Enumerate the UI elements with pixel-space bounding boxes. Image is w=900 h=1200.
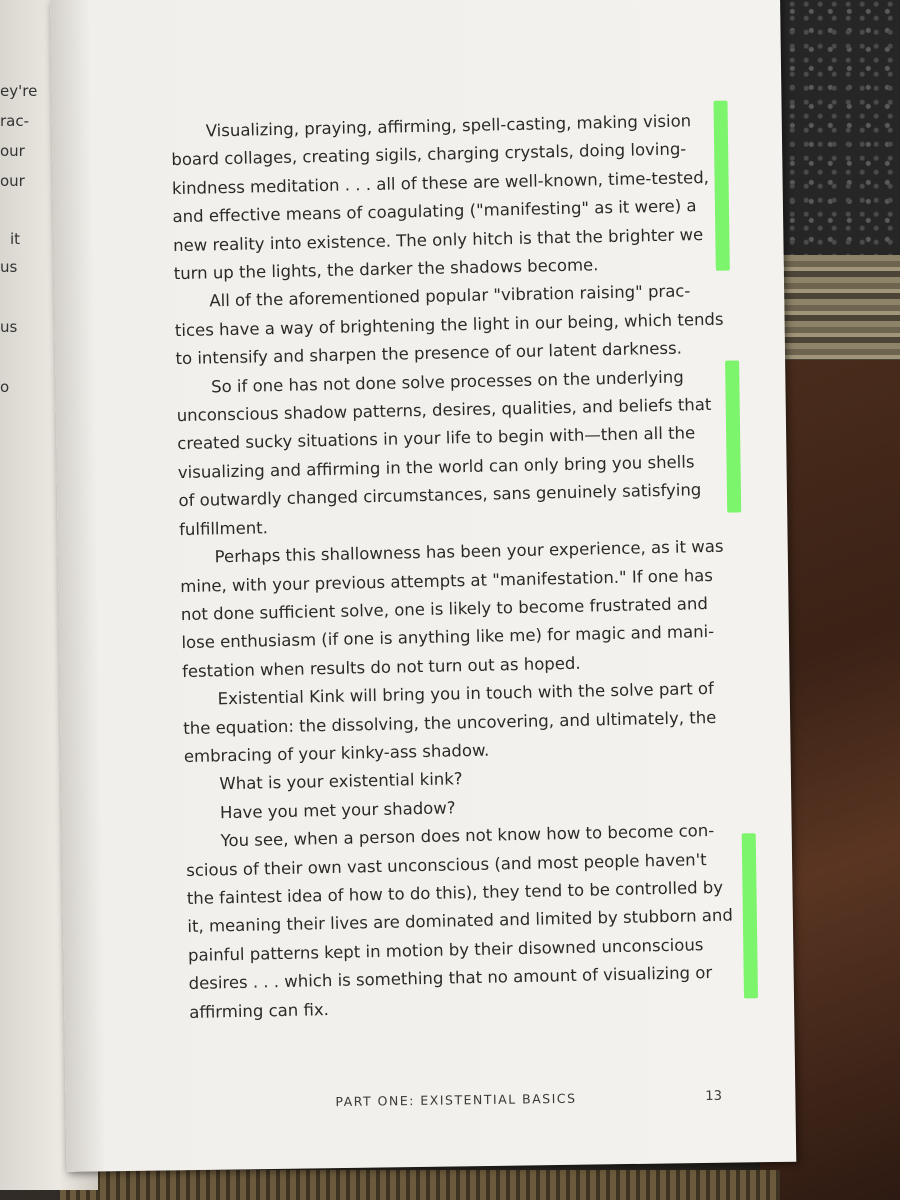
text-line: Visualizing, praying, affirming, spell-casting, making vision bbox=[205, 111, 692, 141]
left-page-fragment: ey're bbox=[0, 82, 38, 100]
text-line: of outwardly changed circumstances, sans genuinely satisfying bbox=[178, 480, 702, 511]
text-line: to intensify and sharpen the presence of our latent darkness. bbox=[175, 338, 683, 369]
left-page-fragment: us bbox=[0, 318, 18, 336]
text-line: What is your existential kink? bbox=[219, 769, 463, 794]
highlighter-mark bbox=[713, 101, 729, 271]
left-page-fragment: o bbox=[0, 378, 10, 396]
text-line: affirming can fix. bbox=[189, 999, 330, 1022]
text-line: festation when results do not turn out as hoped. bbox=[181, 653, 581, 681]
text-line: the equation: the dissolving, the uncovering, and ultimately, the bbox=[183, 707, 717, 738]
text-line: All of the aforementioned popular "vibration raising" prac- bbox=[209, 281, 691, 311]
text-line: mine, with your previous attempts at "manifestation." If one has bbox=[180, 565, 714, 596]
text-line: painful patterns kept in motion by their disowned unconscious bbox=[187, 934, 704, 965]
text-line: board collages, creating sigils, charging crystals, doing loving- bbox=[171, 139, 687, 170]
text-line: tices have a way of brightening the light in our being, which tends bbox=[174, 309, 724, 340]
body-text bbox=[170, 107, 734, 1027]
text-line: You see, when a person does not know how to become con- bbox=[220, 821, 715, 851]
text-line: turn up the lights, the darker the shadows become. bbox=[173, 255, 599, 284]
text-line: Have you met your shadow? bbox=[219, 798, 456, 823]
text-line: desires . . . which is something that no amount of visualizing or bbox=[188, 963, 713, 994]
page-number: 13 bbox=[705, 1088, 723, 1104]
text-line: Perhaps this shallowness has been your experience, as it was bbox=[214, 536, 724, 567]
left-page-fragment: our bbox=[0, 142, 25, 160]
text-line: scious of their own vast unconscious (and most people haven't bbox=[186, 849, 707, 880]
highlighter-mark bbox=[725, 360, 741, 512]
text-line: Existential Kink will bring you in touch with the solve part of bbox=[217, 679, 715, 709]
highlighter-mark bbox=[742, 833, 758, 998]
text-line: kindness meditation . . . all of these are well-known, time-tested, bbox=[171, 167, 710, 198]
text-line: new reality into existence. The only hitch is that the brighter we bbox=[172, 224, 704, 255]
text-line: created sucky situations in your life to begin with—then all the bbox=[177, 423, 696, 454]
text-line: So if one has not done solve processes on the underlying bbox=[210, 367, 684, 397]
text-line: fulfillment. bbox=[178, 517, 269, 539]
text-line: embracing of your kinky-ass shadow. bbox=[183, 740, 490, 766]
woven-mat bbox=[60, 1170, 780, 1200]
text-line: unconscious shadow patterns, desires, qualities, and beliefs that bbox=[176, 394, 712, 426]
text-line: not done sufficient solve, one is likely to become frustrated and bbox=[180, 593, 709, 624]
left-page-fragment: us bbox=[0, 258, 18, 276]
left-page-fragment: rac- bbox=[0, 112, 30, 130]
text-line: it, meaning their lives are dominated and limited by stubborn and bbox=[187, 905, 734, 937]
left-page-fragment: our bbox=[0, 172, 25, 190]
left-page-fragment: it bbox=[10, 230, 21, 248]
running-head: PART ONE: EXISTENTIAL BASICS bbox=[335, 1090, 577, 1110]
text-line: lose enthusiasm (if one is anything like me) for magic and mani- bbox=[181, 622, 715, 653]
text-line: visualizing and affirming in the world can only bring you shells bbox=[177, 452, 695, 482]
book-page bbox=[50, 0, 796, 1172]
text-line: and effective means of coagulating ("manifesting" as it were) a bbox=[172, 196, 697, 227]
text-line: the faintest idea of how to do this), they tend to be controlled by bbox=[186, 877, 724, 908]
